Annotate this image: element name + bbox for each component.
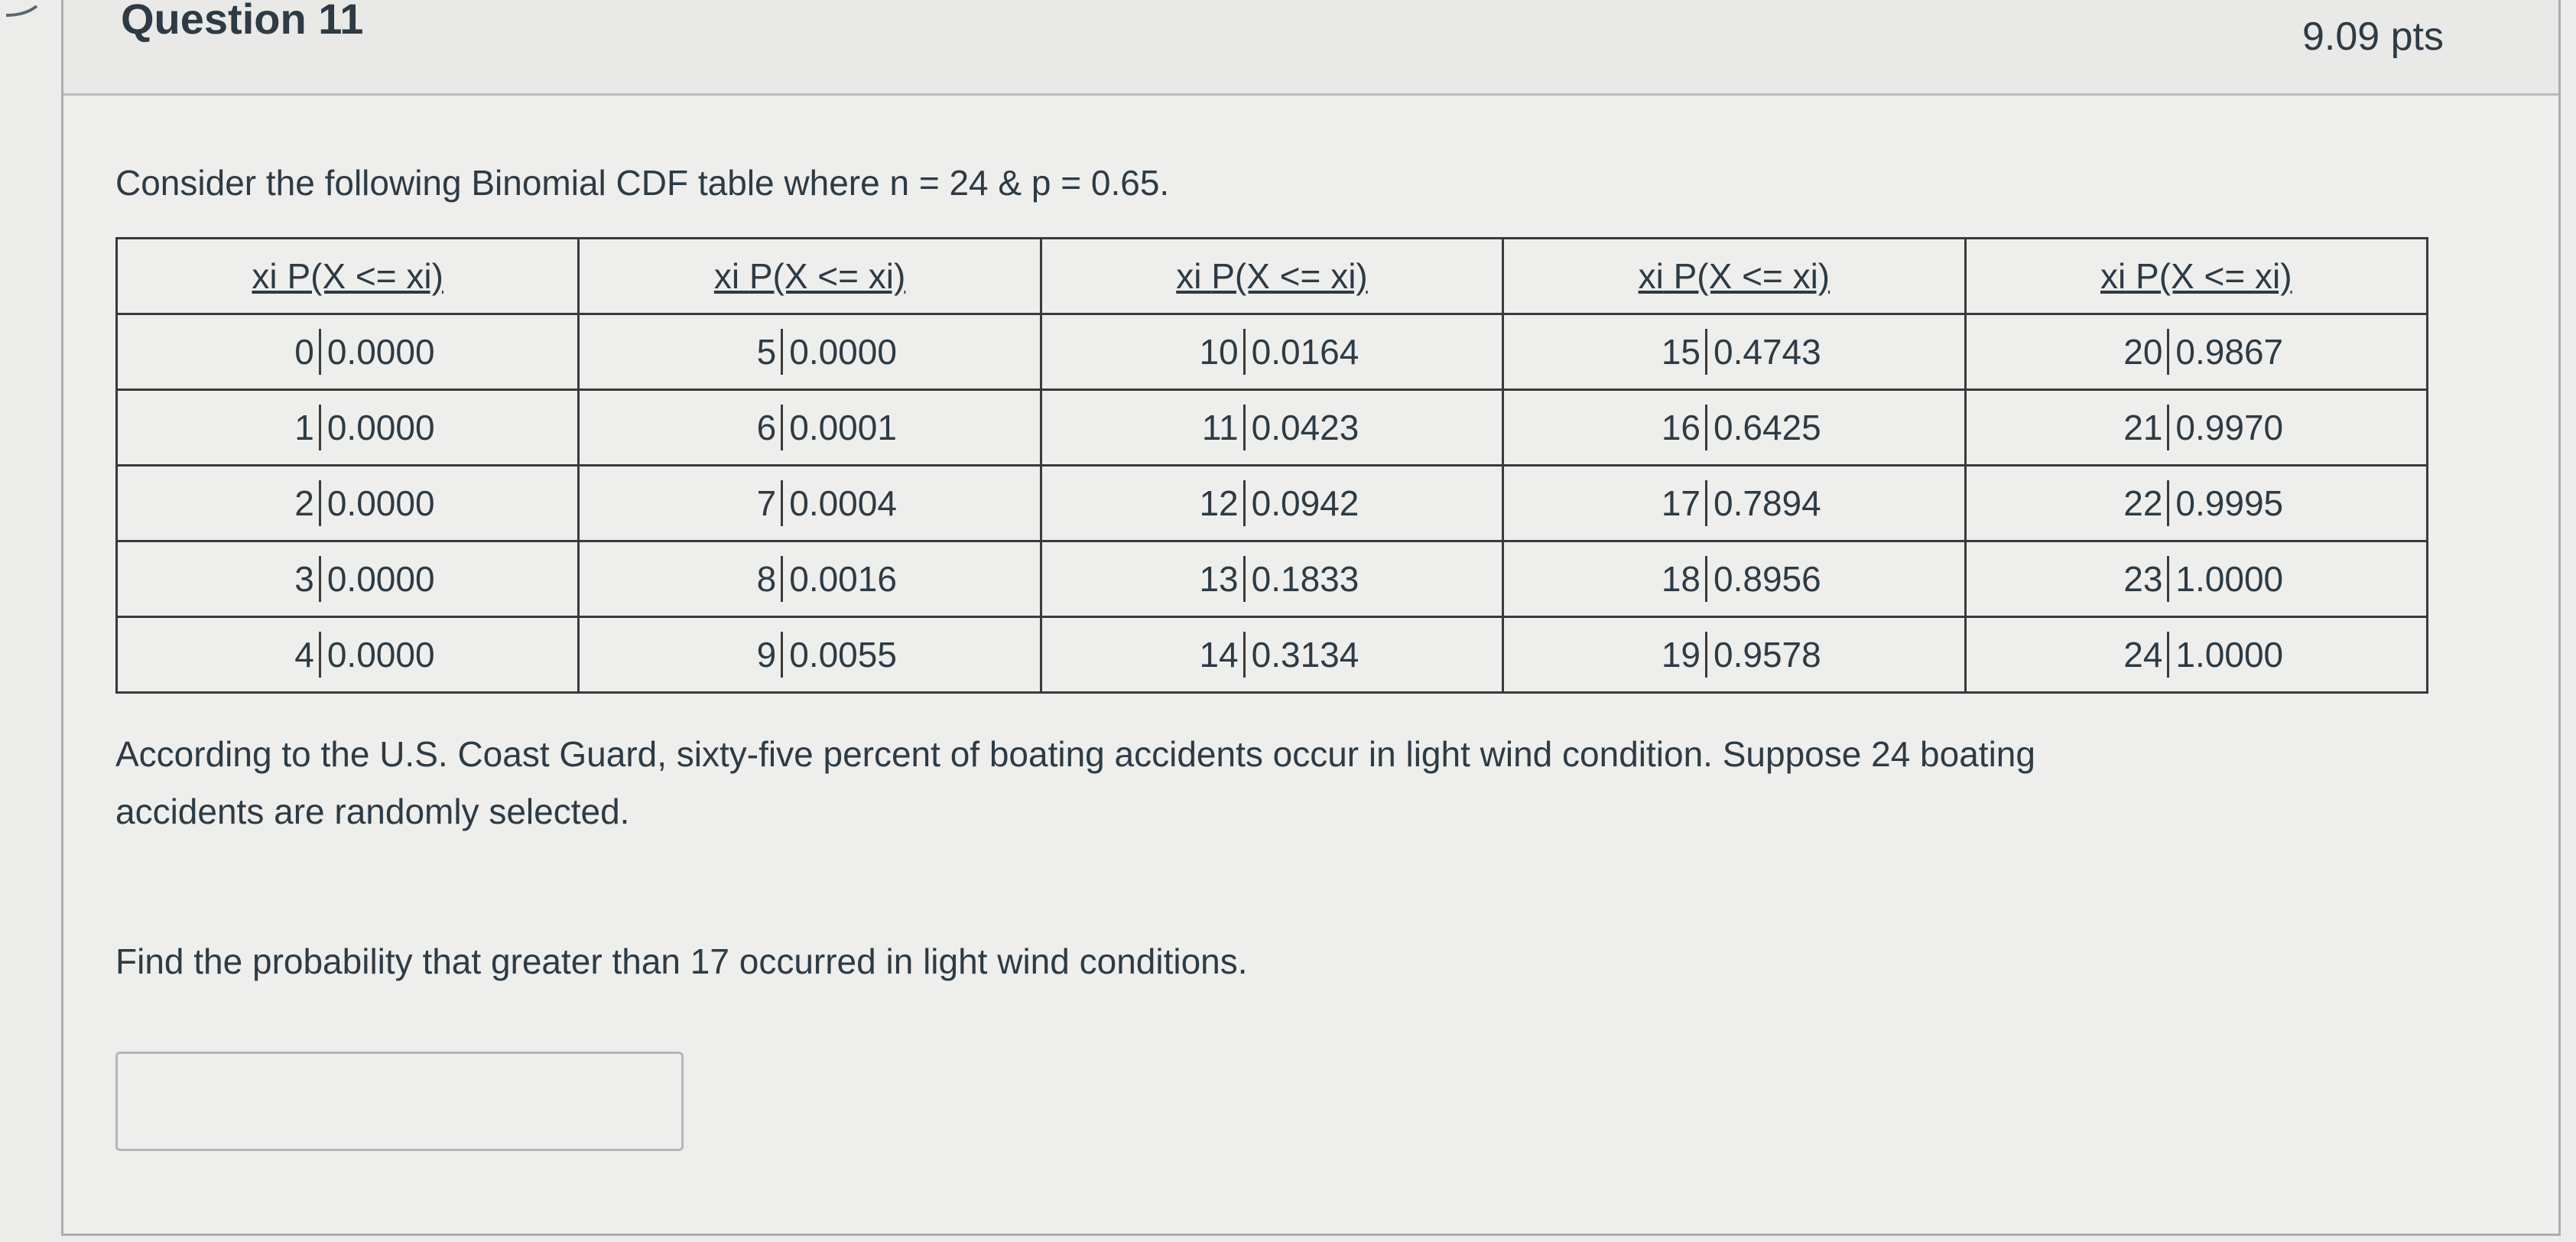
column-header [579,239,1041,314]
question-context-line1: According to the U.S. Coast Guard, sixty-five percent of boating accidents occur in light wind condition. Suppose 24 boating [115,734,2035,774]
x-value: 2 [261,480,321,526]
question-context-line2: accidents are randomly selected. [115,792,630,831]
p-value: 0.6425 [1714,408,1821,447]
x-value: 0 [261,329,321,375]
x-value: 7 [723,480,783,526]
p-value: 0.3134 [1251,635,1359,675]
arrow-icon [2,0,63,31]
p-value: 0.9867 [2175,332,2284,372]
p-value: 0.0001 [789,408,897,447]
x-value: 3 [261,556,321,602]
header-x: xi [252,256,278,296]
question-title: Question 11 [121,0,364,43]
question-card [61,0,2561,1236]
x-value: 6 [723,405,783,450]
p-value: 0.4743 [1714,332,1821,372]
x-value: 22 [2109,480,2169,526]
x-value: 17 [1647,480,1707,526]
x-value: 5 [723,329,783,375]
p-value: 0.0004 [789,483,897,523]
header-p: P(X <= xi) [2136,256,2292,296]
header-p: P(X <= xi) [1673,256,1830,296]
question-prompt: Find the probability that greater than 17 occurred in light wind conditions. [115,941,1248,981]
table-row [117,617,2428,693]
p-value: 0.0000 [789,332,897,372]
p-value: 0.7894 [1714,483,1821,523]
header-x: xi [1176,256,1202,296]
p-value: 0.8956 [1714,559,1821,599]
p-value: 0.0000 [326,332,435,372]
p-value: 0.9970 [2175,408,2284,447]
table-row [117,541,2428,617]
p-value: 0.0016 [789,559,897,599]
x-value: 14 [1185,632,1246,678]
x-value: 23 [2109,556,2169,602]
question-header [63,0,2558,96]
question-intro: Consider the following Binomial CDF table where n = 24 & p = 0.65. [115,163,1170,203]
header-p: P(X <= xi) [287,256,443,296]
question-points: 9.09 pts [2302,15,2444,59]
column-header [1041,239,1502,314]
header-x: xi [2100,256,2126,296]
header-x: xi [713,256,740,296]
answer-input[interactable] [115,1052,684,1151]
p-value: 0.9995 [2175,483,2284,523]
x-value: 21 [2109,405,2169,450]
p-value: 1.0000 [2175,635,2284,675]
header-p: P(X <= xi) [749,256,906,296]
x-value: 1 [261,405,321,450]
table-row [117,466,2428,541]
p-value: 0.0000 [326,483,435,523]
x-value: 24 [2109,632,2169,678]
x-value: 18 [1647,556,1707,602]
x-value: 9 [723,632,783,678]
x-value: 16 [1647,405,1707,450]
x-value: 10 [1185,329,1246,375]
x-value: 11 [1185,405,1246,450]
table-row [117,314,2428,390]
column-header [1503,239,1965,314]
p-value: 0.0000 [326,408,435,447]
x-value: 12 [1185,480,1246,526]
x-value: 4 [261,632,321,678]
p-value: 0.1833 [1251,559,1359,599]
x-value: 15 [1647,329,1707,375]
header-p: P(X <= xi) [1211,256,1368,296]
p-value: 0.9578 [1714,635,1821,675]
table-header-row [117,239,2428,314]
column-header [117,239,579,314]
p-value: 0.0000 [326,635,435,675]
binomial-cdf-table [115,237,2428,694]
x-value: 19 [1647,632,1707,678]
x-value: 13 [1185,556,1246,602]
column-header [1965,239,2427,314]
header-x: xi [1638,256,1664,296]
p-value: 1.0000 [2175,559,2284,599]
x-value: 20 [2109,329,2169,375]
p-value: 0.0942 [1251,483,1359,523]
table-row [117,390,2428,466]
x-value: 8 [723,556,783,602]
p-value: 0.0423 [1251,408,1359,447]
p-value: 0.0055 [789,635,897,675]
p-value: 0.0000 [326,559,435,599]
p-value: 0.0164 [1251,332,1359,372]
